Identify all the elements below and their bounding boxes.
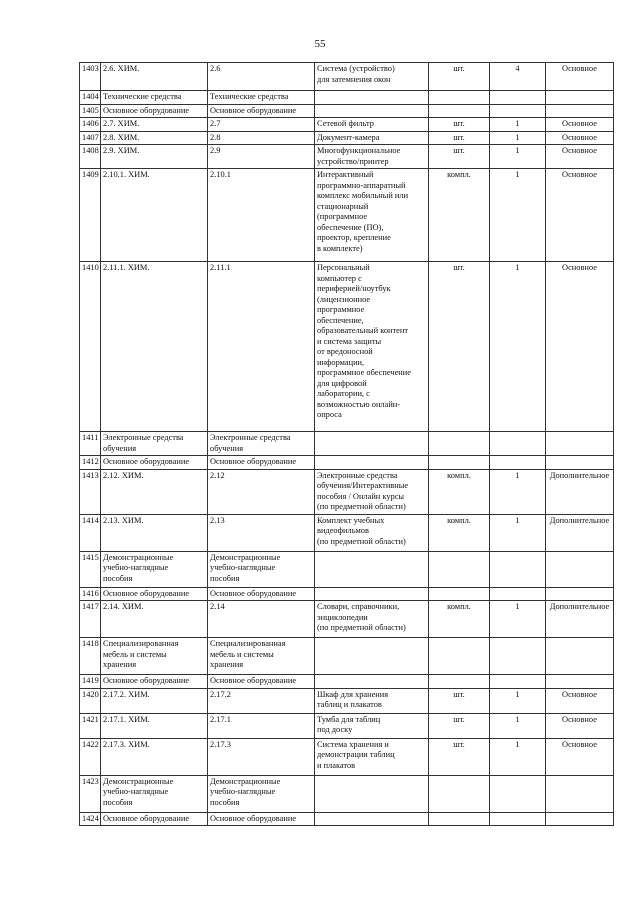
row-item-name-cell <box>315 675 429 689</box>
row-unit-cell <box>429 432 490 456</box>
row-code-cell: 2.7. ХИМ. <box>101 118 208 132</box>
row-quantity-cell <box>490 587 546 601</box>
row-subcode-cell: Основное оборудование <box>208 456 315 470</box>
row-unit-cell: компл. <box>429 169 490 262</box>
row-code-cell: Основное оборудование <box>101 587 208 601</box>
table-row <box>80 469 614 514</box>
row-item-name-cell: Тумба для таблиц под доску <box>315 713 429 738</box>
row-subcode-cell: Основное оборудование <box>208 675 315 689</box>
row-type-cell <box>546 587 614 601</box>
row-quantity-cell <box>490 775 546 812</box>
table-row <box>80 713 614 738</box>
row-type-cell: Дополнительное <box>546 601 614 638</box>
row-item-name-cell <box>315 104 429 118</box>
row-quantity-cell <box>490 456 546 470</box>
row-type-cell <box>546 104 614 118</box>
table-row <box>80 131 614 145</box>
row-quantity-cell: 1 <box>490 118 546 132</box>
row-number-cell: 1415 <box>80 551 101 587</box>
row-number-cell: 1411 <box>80 432 101 456</box>
row-item-name-cell: Система (устройство) для затемнения окон <box>315 63 429 91</box>
equipment-table <box>79 62 614 826</box>
row-unit-cell: шт. <box>429 63 490 91</box>
row-quantity-cell: 1 <box>490 145 546 169</box>
row-code-cell: Демонстрационные учебно-наглядные пособия <box>101 551 208 587</box>
row-item-name-cell <box>315 587 429 601</box>
row-item-name-cell: Документ-камера <box>315 131 429 145</box>
row-type-cell <box>546 551 614 587</box>
row-type-cell: Основное <box>546 169 614 262</box>
table-row <box>80 118 614 132</box>
table-row <box>80 688 614 713</box>
row-code-cell: 2.10.1. ХИМ. <box>101 169 208 262</box>
row-quantity-cell <box>490 432 546 456</box>
row-code-cell: 2.13. ХИМ. <box>101 514 208 551</box>
row-item-name-cell: Шкаф для хранения таблиц и плакатов <box>315 688 429 713</box>
row-number-cell: 1410 <box>80 262 101 432</box>
row-subcode-cell: Основное оборудование <box>208 104 315 118</box>
row-type-cell <box>546 432 614 456</box>
row-number-cell: 1422 <box>80 738 101 775</box>
row-quantity-cell: 1 <box>490 469 546 514</box>
row-item-name-cell: Интерактивный программно-аппаратный комплекс мобильный или стационарный (программное обеспечение (ПО), проектор, крепление в комплекте) <box>315 169 429 262</box>
row-number-cell: 1404 <box>80 91 101 105</box>
row-item-name-cell: Словари, справочники, энциклопедии (по предметной области) <box>315 601 429 638</box>
row-subcode-cell: Электронные средства обучения <box>208 432 315 456</box>
row-subcode-cell: Основное оборудование <box>208 812 315 826</box>
row-unit-cell: шт. <box>429 262 490 432</box>
row-item-name-cell <box>315 812 429 826</box>
row-quantity-cell <box>490 638 546 675</box>
row-item-name-cell <box>315 432 429 456</box>
table-row <box>80 91 614 105</box>
row-type-cell: Основное <box>546 713 614 738</box>
row-subcode-cell: Демонстрационные учебно-наглядные пособия <box>208 775 315 812</box>
row-unit-cell: компл. <box>429 469 490 514</box>
row-type-cell: Основное <box>546 738 614 775</box>
row-number-cell: 1414 <box>80 514 101 551</box>
table-body <box>80 63 614 826</box>
row-subcode-cell: Демонстрационные учебно-наглядные пособия <box>208 551 315 587</box>
row-subcode-cell: 2.17.3 <box>208 738 315 775</box>
row-code-cell: Демонстрационные учебно-наглядные пособия <box>101 775 208 812</box>
row-subcode-cell: 2.9 <box>208 145 315 169</box>
row-quantity-cell: 1 <box>490 601 546 638</box>
row-number-cell: 1409 <box>80 169 101 262</box>
row-code-cell: 2.6. ХИМ. <box>101 63 208 91</box>
row-item-name-cell <box>315 456 429 470</box>
row-number-cell: 1423 <box>80 775 101 812</box>
row-code-cell: 2.8. ХИМ. <box>101 131 208 145</box>
table-row <box>80 638 614 675</box>
row-type-cell <box>546 812 614 826</box>
table-row <box>80 601 614 638</box>
row-unit-cell: шт. <box>429 145 490 169</box>
row-item-name-cell: Комплект учебных видеофильмов (по предметной области) <box>315 514 429 551</box>
row-type-cell <box>546 456 614 470</box>
row-quantity-cell <box>490 91 546 105</box>
row-quantity-cell <box>490 551 546 587</box>
row-subcode-cell: 2.10.1 <box>208 169 315 262</box>
row-code-cell: Специализированная мебель и системы хранения <box>101 638 208 675</box>
row-unit-cell: шт. <box>429 738 490 775</box>
row-code-cell: 2.9. ХИМ. <box>101 145 208 169</box>
row-type-cell: Основное <box>546 688 614 713</box>
row-unit-cell <box>429 551 490 587</box>
row-subcode-cell: 2.13 <box>208 514 315 551</box>
row-subcode-cell: Специализированная мебель и системы хранения <box>208 638 315 675</box>
row-number-cell: 1412 <box>80 456 101 470</box>
row-subcode-cell: Технические средства <box>208 91 315 105</box>
table-row <box>80 812 614 826</box>
row-unit-cell: шт. <box>429 118 490 132</box>
row-unit-cell <box>429 812 490 826</box>
table-row <box>80 145 614 169</box>
row-item-name-cell: Многофункциональное устройство/принтер <box>315 145 429 169</box>
row-quantity-cell <box>490 812 546 826</box>
row-type-cell: Основное <box>546 131 614 145</box>
page-number: 55 <box>314 38 326 50</box>
row-item-name-cell <box>315 638 429 675</box>
table-row <box>80 169 614 262</box>
row-quantity-cell: 1 <box>490 514 546 551</box>
row-unit-cell <box>429 104 490 118</box>
row-type-cell: Дополнительное <box>546 469 614 514</box>
row-subcode-cell: Основное оборудование <box>208 587 315 601</box>
row-code-cell: 2.14. ХИМ. <box>101 601 208 638</box>
row-type-cell <box>546 638 614 675</box>
row-quantity-cell: 1 <box>490 713 546 738</box>
row-subcode-cell: 2.17.1 <box>208 713 315 738</box>
row-quantity-cell: 1 <box>490 131 546 145</box>
row-subcode-cell: 2.11.1 <box>208 262 315 432</box>
row-item-name-cell <box>315 551 429 587</box>
row-subcode-cell: 2.7 <box>208 118 315 132</box>
table-row <box>80 587 614 601</box>
row-item-name-cell: Сетевой фильтр <box>315 118 429 132</box>
row-code-cell: Основное оборудование <box>101 812 208 826</box>
row-subcode-cell: 2.14 <box>208 601 315 638</box>
row-quantity-cell <box>490 675 546 689</box>
table-row <box>80 262 614 432</box>
row-unit-cell <box>429 456 490 470</box>
row-number-cell: 1408 <box>80 145 101 169</box>
row-item-name-cell: Персональный компьютер с периферией/ноутбук (лицензионное программное обеспечение, образовательный контент и система защиты от вредоносной информации, программное обеспечение для цифровой лаборатории, с возможностью онлайн- опроса <box>315 262 429 432</box>
row-unit-cell <box>429 775 490 812</box>
row-item-name-cell <box>315 775 429 812</box>
row-subcode-cell: 2.12 <box>208 469 315 514</box>
row-type-cell <box>546 775 614 812</box>
row-unit-cell: шт. <box>429 713 490 738</box>
row-unit-cell: шт. <box>429 688 490 713</box>
table-row <box>80 775 614 812</box>
row-code-cell: 2.17.1. ХИМ. <box>101 713 208 738</box>
row-number-cell: 1416 <box>80 587 101 601</box>
row-number-cell: 1413 <box>80 469 101 514</box>
row-unit-cell <box>429 91 490 105</box>
row-quantity-cell: 4 <box>490 63 546 91</box>
row-type-cell: Дополнительное <box>546 514 614 551</box>
row-code-cell: Электронные средства обучения <box>101 432 208 456</box>
table-row <box>80 432 614 456</box>
row-code-cell: 2.12. ХИМ. <box>101 469 208 514</box>
table-row <box>80 551 614 587</box>
row-code-cell: 2.11.1. ХИМ. <box>101 262 208 432</box>
table-row <box>80 514 614 551</box>
table-row <box>80 738 614 775</box>
row-number-cell: 1420 <box>80 688 101 713</box>
row-code-cell: Основное оборудование <box>101 675 208 689</box>
table-row <box>80 63 614 91</box>
table-row <box>80 675 614 689</box>
row-unit-cell <box>429 587 490 601</box>
row-quantity-cell <box>490 104 546 118</box>
row-type-cell: Основное <box>546 118 614 132</box>
row-type-cell: Основное <box>546 262 614 432</box>
row-unit-cell <box>429 675 490 689</box>
row-unit-cell: компл. <box>429 514 490 551</box>
row-code-cell: Основное оборудование <box>101 104 208 118</box>
row-number-cell: 1407 <box>80 131 101 145</box>
row-number-cell: 1403 <box>80 63 101 91</box>
row-number-cell: 1419 <box>80 675 101 689</box>
row-number-cell: 1421 <box>80 713 101 738</box>
row-quantity-cell: 1 <box>490 169 546 262</box>
row-subcode-cell: 2.17.2 <box>208 688 315 713</box>
row-quantity-cell: 1 <box>490 688 546 713</box>
row-subcode-cell: 2.6 <box>208 63 315 91</box>
row-unit-cell: компл. <box>429 601 490 638</box>
row-type-cell: Основное <box>546 63 614 91</box>
row-type-cell <box>546 675 614 689</box>
row-item-name-cell: Система хранения и демонстрации таблиц и плакатов <box>315 738 429 775</box>
row-number-cell: 1417 <box>80 601 101 638</box>
row-unit-cell <box>429 638 490 675</box>
row-quantity-cell: 1 <box>490 738 546 775</box>
row-type-cell: Основное <box>546 145 614 169</box>
row-code-cell: 2.17.3. ХИМ. <box>101 738 208 775</box>
row-subcode-cell: 2.8 <box>208 131 315 145</box>
table-row <box>80 456 614 470</box>
row-type-cell <box>546 91 614 105</box>
row-unit-cell: шт. <box>429 131 490 145</box>
row-number-cell: 1405 <box>80 104 101 118</box>
row-code-cell: Технические средства <box>101 91 208 105</box>
table-row <box>80 104 614 118</box>
row-code-cell: Основное оборудование <box>101 456 208 470</box>
row-item-name-cell <box>315 91 429 105</box>
row-quantity-cell: 1 <box>490 262 546 432</box>
row-code-cell: 2.17.2. ХИМ. <box>101 688 208 713</box>
row-number-cell: 1424 <box>80 812 101 826</box>
row-number-cell: 1406 <box>80 118 101 132</box>
row-item-name-cell: Электронные средства обучения/Интерактивные пособия / Онлайн курсы (по предметной области) <box>315 469 429 514</box>
row-number-cell: 1418 <box>80 638 101 675</box>
